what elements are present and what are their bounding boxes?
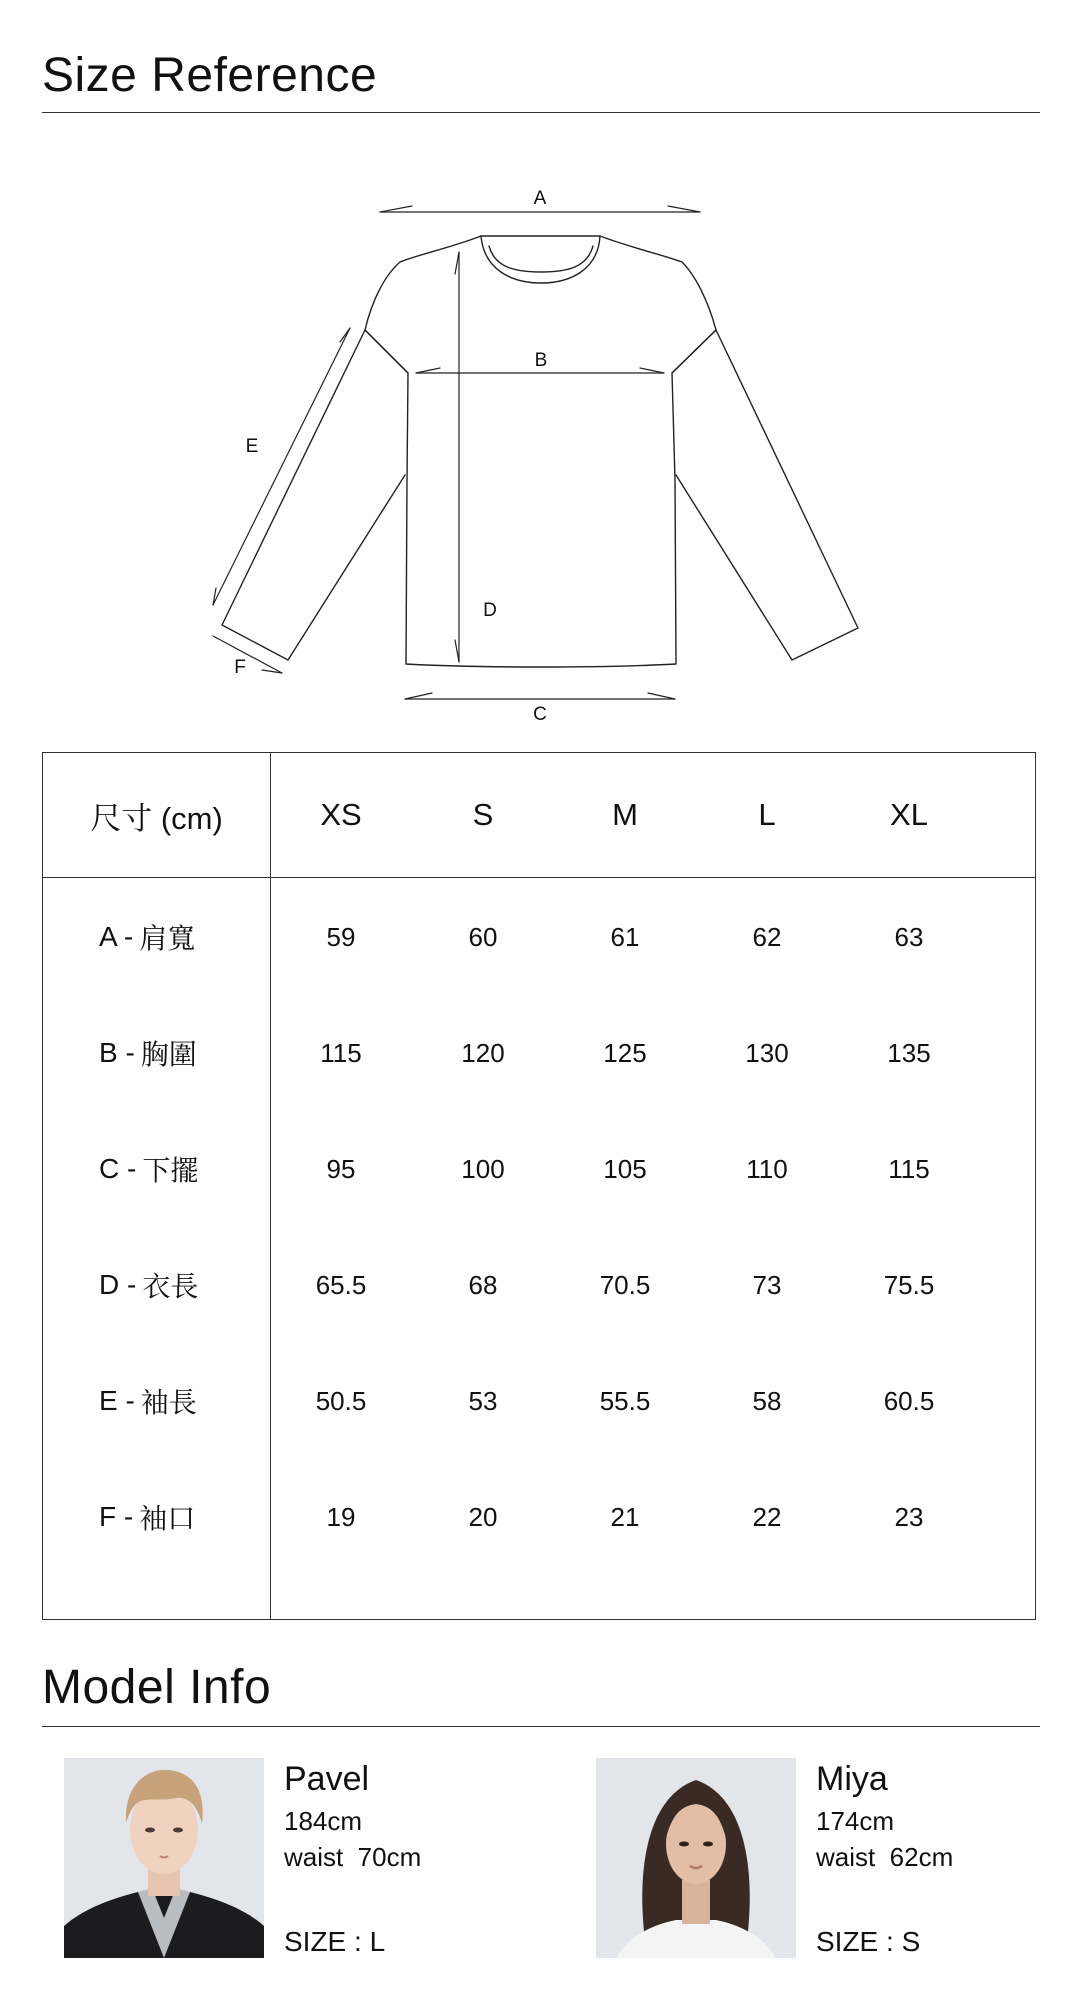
table-cell: 130 bbox=[745, 1037, 789, 1068]
row-label-f bbox=[99, 1487, 195, 1547]
table-cell: 19 bbox=[326, 1501, 356, 1532]
label-a: A bbox=[533, 188, 547, 209]
table-cell: 68 bbox=[468, 1269, 498, 1300]
model-waist: waist 70cm bbox=[284, 1842, 422, 1872]
label-f: F bbox=[234, 657, 246, 678]
label-d: D bbox=[483, 600, 497, 621]
collar-inner bbox=[489, 246, 593, 272]
table-cell: 59 bbox=[326, 921, 356, 952]
row-name: 肩寬 bbox=[139, 923, 196, 954]
table-cell: 53 bbox=[468, 1385, 498, 1416]
model-waist: waist 62cm bbox=[816, 1842, 954, 1872]
table-cell: 73 bbox=[752, 1269, 782, 1300]
row-label-a bbox=[99, 907, 195, 967]
model-info-divider bbox=[42, 1726, 1040, 1727]
model-size: SIZE : S bbox=[816, 1926, 921, 1957]
model-info-title: Model Info bbox=[42, 1661, 272, 1714]
row-code: A - bbox=[99, 921, 134, 952]
right-sleeve bbox=[676, 330, 858, 660]
table-cell: 115 bbox=[888, 1153, 930, 1184]
size-reference-title: Size Reference bbox=[42, 49, 378, 102]
size-header-l: L bbox=[758, 797, 776, 832]
table-cell: 50.5 bbox=[315, 1385, 367, 1416]
row-name: 胸圍 bbox=[140, 1039, 197, 1070]
row-label-b bbox=[99, 1023, 197, 1083]
row-code: F - bbox=[99, 1501, 134, 1532]
size-table bbox=[42, 752, 1036, 1620]
table-cell: 63 bbox=[894, 921, 924, 952]
table-cell: 65.5 bbox=[315, 1269, 367, 1300]
row-name: 衣長 bbox=[142, 1271, 199, 1302]
table-cell: 115 bbox=[320, 1037, 362, 1068]
model-size: SIZE : L bbox=[284, 1926, 386, 1957]
table-cell: 58 bbox=[752, 1385, 782, 1416]
table-cell: 125 bbox=[603, 1037, 647, 1068]
row-label-d bbox=[99, 1255, 198, 1315]
row-name: 袖長 bbox=[140, 1387, 197, 1418]
collar bbox=[481, 236, 600, 283]
size-header-m: M bbox=[612, 797, 638, 832]
title-divider bbox=[42, 112, 1040, 113]
row-code: C - bbox=[99, 1153, 137, 1184]
table-cell: 22 bbox=[752, 1501, 782, 1532]
table-cell: 23 bbox=[894, 1501, 924, 1532]
left-sleeve bbox=[222, 330, 405, 660]
model-photo-miya bbox=[596, 1758, 796, 1958]
row-code: D - bbox=[99, 1269, 137, 1300]
model-height: 174cm bbox=[816, 1806, 895, 1836]
table-cell: 21 bbox=[610, 1501, 640, 1532]
model-name: Pavel bbox=[284, 1760, 370, 1798]
table-cell: 105 bbox=[603, 1153, 647, 1184]
table-cell: 110 bbox=[746, 1153, 788, 1184]
model-details-pavel bbox=[284, 1758, 544, 1958]
table-cell: 120 bbox=[461, 1037, 505, 1068]
table-cell: 60 bbox=[468, 921, 498, 952]
measure-e-line bbox=[213, 328, 350, 605]
table-cell: 75.5 bbox=[883, 1269, 935, 1300]
row-code: B - bbox=[99, 1037, 135, 1068]
row-label-c bbox=[99, 1139, 198, 1199]
table-header-divider bbox=[43, 877, 1035, 878]
model-photo-pavel bbox=[64, 1758, 264, 1958]
size-header-xl: XL bbox=[890, 797, 928, 832]
table-cell: 135 bbox=[887, 1037, 931, 1068]
model-name: Miya bbox=[816, 1760, 888, 1798]
table-cell: 100 bbox=[461, 1153, 505, 1184]
row-name: 下擺 bbox=[142, 1155, 199, 1186]
table-cell: 20 bbox=[468, 1501, 498, 1532]
table-cell: 55.5 bbox=[599, 1385, 651, 1416]
size-header-xs: XS bbox=[320, 797, 362, 832]
row-label-e bbox=[99, 1371, 197, 1431]
measure-f-line bbox=[213, 636, 282, 673]
size-header-s: S bbox=[472, 797, 494, 832]
model-details-miya bbox=[816, 1758, 1076, 1958]
sweater-outline bbox=[365, 236, 716, 667]
table-cell: 62 bbox=[752, 921, 782, 952]
label-b: B bbox=[534, 350, 548, 371]
model-card-miya bbox=[596, 1758, 1076, 1958]
table-cell: 61 bbox=[610, 921, 640, 952]
table-cell: 60.5 bbox=[883, 1385, 935, 1416]
label-c: C bbox=[533, 704, 547, 725]
label-e: E bbox=[245, 436, 259, 457]
table-cell: 70.5 bbox=[599, 1269, 651, 1300]
table-cell: 95 bbox=[326, 1153, 356, 1184]
row-code: E - bbox=[99, 1385, 135, 1416]
garment-measurement-diagram bbox=[0, 140, 1080, 740]
row-name: 袖口 bbox=[139, 1503, 196, 1534]
model-height: 184cm bbox=[284, 1806, 363, 1836]
table-corner-label: 尺寸 (cm) bbox=[90, 800, 223, 836]
model-card-pavel bbox=[64, 1758, 544, 1958]
